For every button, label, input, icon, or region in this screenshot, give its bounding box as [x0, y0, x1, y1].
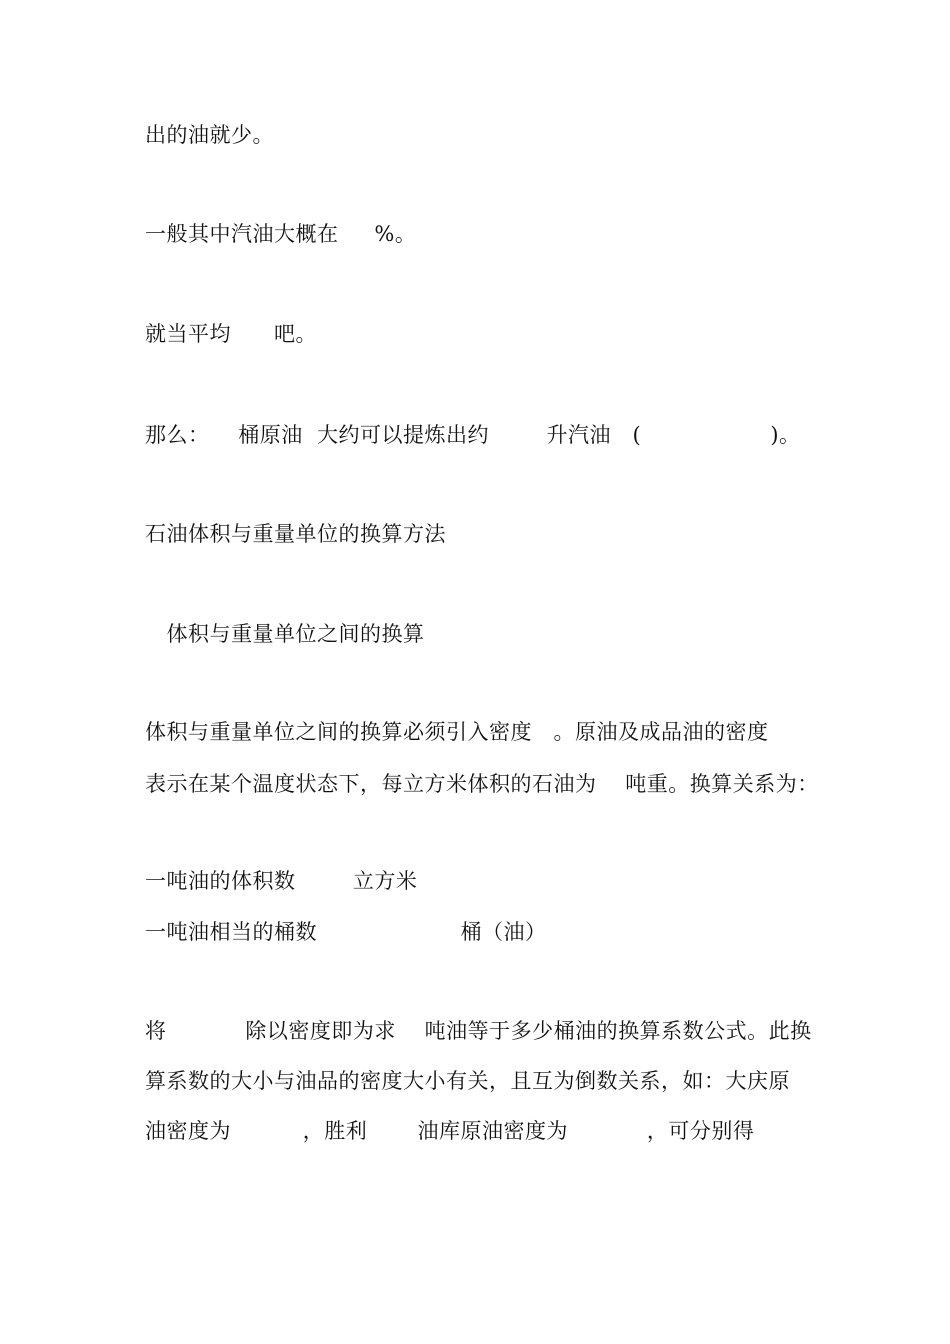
text-line-11: 将 除以密度即为求 吨油等于多少桶油的换算系数公式。此换 — [145, 1019, 812, 1043]
text-line-3: 就当平均 吧。 — [145, 322, 318, 346]
text-line-4: 那么： 桶原油 大约可以提炼出约 升汽油 ( )。 — [145, 423, 801, 447]
text-line-12: 算系数的大小与油品的密度大小有关，且互为倒数关系，如：大庆原 — [145, 1069, 790, 1093]
text-line-7: 体积与重量单位之间的换算必须引入密度 。原油及成品油的密度 — [145, 720, 769, 744]
text-line-2: 一般其中汽油大概在 %。 — [145, 222, 417, 246]
text-line-1: 出的油就少。 — [145, 123, 274, 147]
section-heading: 石油体积与重量单位的换算方法 — [145, 522, 446, 546]
subsection-heading: 体积与重量单位之间的换算 — [145, 622, 425, 646]
text-line-10: 一吨油相当的桶数 桶（油） — [145, 920, 547, 944]
text-line-9: 一吨油的体积数 立方米 — [145, 869, 418, 893]
text-line-8: 表示在某个温度状态下，每立方米体积的石油为 吨重。换算关系为： — [145, 772, 819, 796]
text-line-13: 油密度为 ，胜利 油库原油密度为 ，可分别得 — [145, 1119, 755, 1143]
